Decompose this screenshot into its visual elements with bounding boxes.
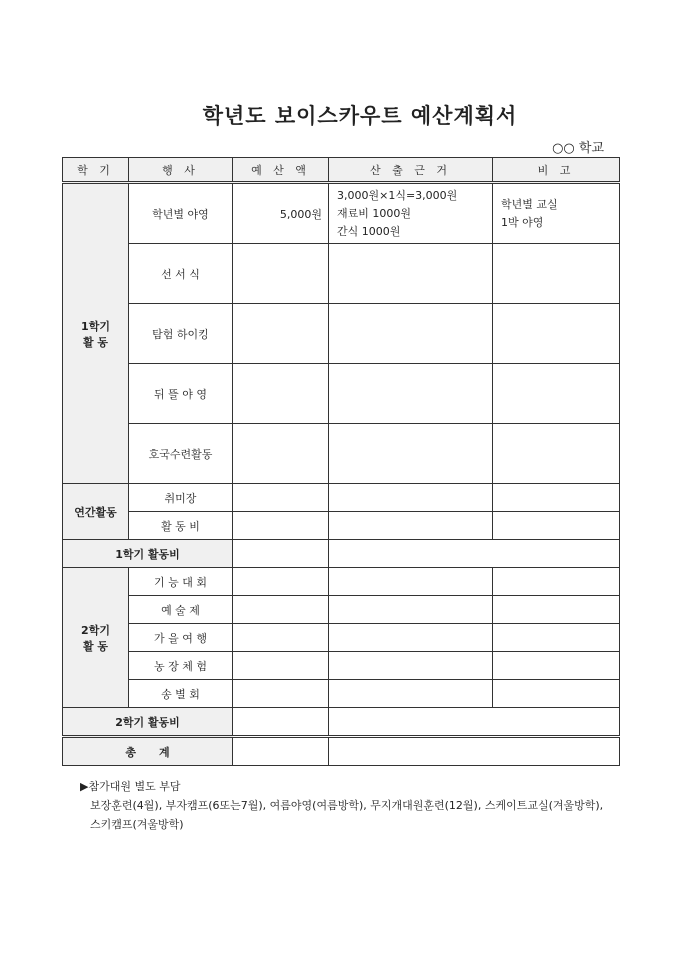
semester2-total-label: 2학기 활동비 <box>63 708 233 737</box>
note-cell[interactable] <box>493 244 620 304</box>
event-name: 농 장 체 험 <box>129 652 233 680</box>
header-basis: 산 출 근 거 <box>329 158 493 183</box>
note-cell[interactable] <box>493 484 620 512</box>
table-row <box>63 596 620 624</box>
basis-cell[interactable] <box>329 304 493 364</box>
budget-cell[interactable]: 5,000원 <box>233 183 329 244</box>
table-row <box>63 624 620 652</box>
note-cell[interactable] <box>493 680 620 708</box>
budget-cell[interactable] <box>233 652 329 680</box>
table-row <box>63 568 620 596</box>
event-name: 학년별 야영 <box>129 183 233 244</box>
table-row <box>63 652 620 680</box>
basis-cell[interactable] <box>329 596 493 624</box>
basis-cell[interactable] <box>329 624 493 652</box>
event-name: 뒤 뜰 야 영 <box>129 364 233 424</box>
budget-cell[interactable] <box>233 596 329 624</box>
event-name: 호국수련활동 <box>129 424 233 484</box>
table-row <box>63 244 620 304</box>
budget-cell[interactable] <box>233 484 329 512</box>
basis-cell[interactable] <box>329 424 493 484</box>
basis-cell[interactable] <box>329 680 493 708</box>
basis-cell[interactable] <box>329 364 493 424</box>
note-cell[interactable] <box>493 596 620 624</box>
basis-cell[interactable] <box>329 512 493 540</box>
budget-cell[interactable] <box>233 304 329 364</box>
header-budget: 예 산 액 <box>233 158 329 183</box>
school-name: ○○ 학교 <box>552 141 604 156</box>
event-name: 송 별 회 <box>129 680 233 708</box>
budget-cell[interactable] <box>233 244 329 304</box>
notes <box>80 777 610 834</box>
event-name: 취미장 <box>129 484 233 512</box>
note-cell[interactable]: 학년별 교실 1박 야영 <box>493 183 620 244</box>
budget-cell[interactable] <box>233 364 329 424</box>
budget-cell[interactable] <box>233 424 329 484</box>
semester1-total-row <box>63 540 620 568</box>
budget-cell[interactable] <box>233 737 329 766</box>
header-note: 비 고 <box>493 158 620 183</box>
basis-cell[interactable] <box>329 652 493 680</box>
event-name: 예 술 제 <box>129 596 233 624</box>
budget-table <box>62 157 620 766</box>
semester2-total-row <box>63 708 620 737</box>
note-cell[interactable] <box>493 304 620 364</box>
notes-heading: ▶참가대원 별도 부담 <box>80 780 181 793</box>
budget-cell[interactable] <box>233 540 329 568</box>
table-row <box>63 364 620 424</box>
note-cell[interactable] <box>493 624 620 652</box>
budget-cell[interactable] <box>233 568 329 596</box>
header-event: 행 사 <box>129 158 233 183</box>
table-row <box>63 680 620 708</box>
table-row <box>63 484 620 512</box>
table-row <box>63 183 620 244</box>
grand-total-row <box>63 737 620 766</box>
event-name: 가 을 여 행 <box>129 624 233 652</box>
semester1-label: 1학기 활 동 <box>63 183 129 484</box>
event-name: 기 능 대 회 <box>129 568 233 596</box>
event-name: 활 동 비 <box>129 512 233 540</box>
budget-cell[interactable] <box>233 624 329 652</box>
basis-cell[interactable] <box>329 737 620 766</box>
grand-total-label: 총 계 <box>63 737 233 766</box>
note-cell[interactable] <box>493 568 620 596</box>
basis-cell[interactable] <box>329 708 620 737</box>
notes-body: 보장훈련(4월), 부자캠프(6또는7월), 여름야영(여름방학), 무지개대원훈련(12월), 스케이트교실(겨울방학), 스키캠프(겨울방학) <box>90 799 604 831</box>
note-cell[interactable] <box>493 424 620 484</box>
table-row <box>63 304 620 364</box>
semester1-total-label: 1학기 활동비 <box>63 540 233 568</box>
event-name: 탐험 하이킹 <box>129 304 233 364</box>
note-cell[interactable] <box>493 512 620 540</box>
note-cell[interactable] <box>493 364 620 424</box>
table-header-row <box>63 158 620 183</box>
semester2-label: 2학기 활 동 <box>63 568 129 708</box>
basis-cell[interactable] <box>329 244 493 304</box>
basis-cell[interactable]: 3,000원×1식=3,000원 재료비 1000원 간식 1000원 <box>329 183 493 244</box>
note-cell[interactable] <box>493 652 620 680</box>
table-row <box>63 512 620 540</box>
table-row <box>63 424 620 484</box>
basis-cell[interactable] <box>329 484 493 512</box>
annual-label: 연간활동 <box>63 484 129 540</box>
budget-cell[interactable] <box>233 512 329 540</box>
event-name: 선 서 식 <box>129 244 233 304</box>
header-semester: 학 기 <box>63 158 129 183</box>
budget-cell[interactable] <box>233 680 329 708</box>
budget-cell[interactable] <box>233 708 329 737</box>
basis-cell[interactable] <box>329 568 493 596</box>
basis-cell[interactable] <box>329 540 620 568</box>
document-title: 학년도 보이스카우트 예산계획서 <box>202 104 518 128</box>
